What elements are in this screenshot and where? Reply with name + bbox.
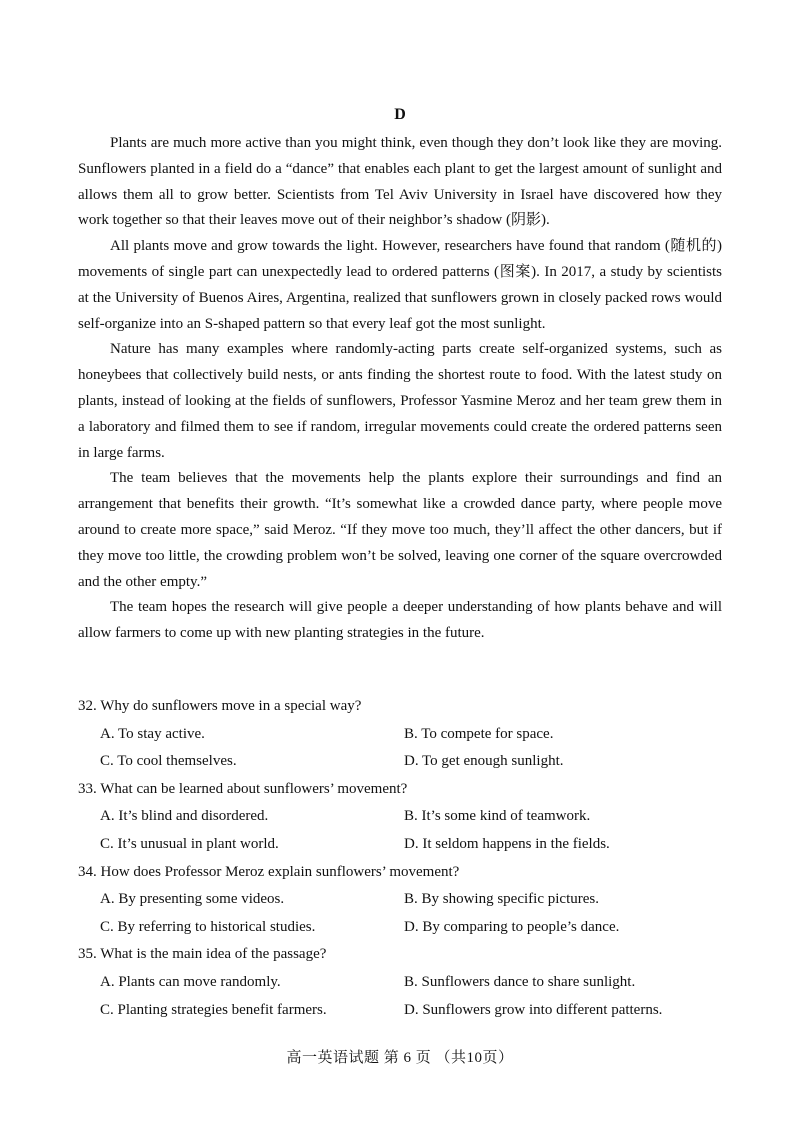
question-34-option-d: D. By comparing to people’s dance. — [404, 918, 620, 935]
question-33-option-c: C. It’s unusual in plant world. — [100, 835, 279, 852]
passage-paragraph-2: All plants move and grow towards the light. However, researchers have found that random (随机的) movements of single part can unexpectedly lead to ordered patterns (图案). In 2017, a study by scientists at the University of Buenos Aires, Argentina, realized that sunflowers grown in closely packed rows would self-organize into an S-shaped pattern so that every leaf got the most sunlight. — [78, 238, 722, 332]
question-33-options-row-1 — [78, 803, 722, 831]
question-34-option-a: A. By presenting some videos. — [100, 891, 285, 908]
passage-paragraph-5: The team hopes the research will give people a deeper understanding of how plants behave and will allow farmers to come up with new planting strategies in the future. — [78, 599, 722, 642]
section-title: D — [394, 106, 406, 123]
question-33-option-b: B. It’s some kind of teamwork. — [404, 808, 591, 825]
question-32-option-c: C. To cool themselves. — [100, 753, 237, 770]
question-33-stem: 33. What can be learned about sunflowers’ movement? — [78, 780, 408, 797]
question-list — [78, 693, 722, 1024]
question-34-option-b: B. By showing specific pictures. — [404, 891, 599, 908]
question-35-option-d: D. Sunflowers grow into different patterns. — [404, 1001, 663, 1018]
question-32-options-row-1 — [78, 721, 722, 749]
question-33-option-d: D. It seldom happens in the fields. — [404, 835, 610, 852]
question-35-stem: 35. What is the main idea of the passage? — [78, 946, 327, 963]
page-footer: 高一英语试题 第 6 页 （共10页） — [286, 1050, 514, 1066]
question-32-options-row-2 — [78, 748, 722, 776]
question-35-options-row-1 — [78, 969, 722, 997]
question-34-options-row-2 — [78, 914, 722, 942]
question-32-option-d: D. To get enough sunlight. — [404, 753, 564, 770]
question-35-options-row-2 — [78, 997, 722, 1025]
reading-passage — [78, 131, 722, 647]
question-33-options-row-2 — [78, 831, 722, 859]
question-35-option-a: A. Plants can move randomly. — [100, 973, 281, 990]
question-35-option-c: C. Planting strategies benefit farmers. — [100, 1001, 327, 1018]
question-35-option-b: B. Sunflowers dance to share sunlight. — [404, 973, 636, 990]
passage-paragraph-4: The team believes that the movements help the plants explore their surroundings and find an arrangement that benefits their growth. “It’s somewhat like a crowded dance party, where people move around to create more space,” said Meroz. “If they move too much, they’ll affect the other dancers, but if they move too little, the crowding problem won’t be solved, leaving one corner of the square overcrowded and the other empty.” — [78, 470, 722, 590]
question-33-option-a: A. It’s blind and disordered. — [100, 808, 269, 825]
question-34-stem: 34. How does Professor Meroz explain sunflowers’ movement? — [78, 863, 460, 880]
passage-paragraph-1: Plants are much more active than you might think, even though they don’t look like they are moving. Sunflowers planted in a field do a “dance” that enables each plant to get the largest amount of sunlight and allows them all to grow better. Scientists from Tel Aviv University in Israel have discovered how they work together so that their leaves move out of their neighbor’s shadow (阴影). — [78, 135, 722, 229]
question-32-option-b: B. To compete for space. — [404, 725, 554, 742]
question-34-option-c: C. By referring to historical studies. — [100, 918, 316, 935]
question-34-options-row-1 — [78, 886, 722, 914]
passage-paragraph-3: Nature has many examples where randomly-acting parts create self-organized systems, such as honeybees that collectively build nests, or ants finding the shortest route to food. With the latest study on plants, instead of looking at the fields of sunflowers, Professor Yasmine Meroz and her team grew them in a laboratory and filmed them to see if random, irregular movements could create the ordered patterns seen in large farms. — [78, 341, 722, 461]
question-32-option-a: A. To stay active. — [100, 725, 205, 742]
question-32-stem: 32. Why do sunflowers move in a special way? — [78, 698, 362, 714]
